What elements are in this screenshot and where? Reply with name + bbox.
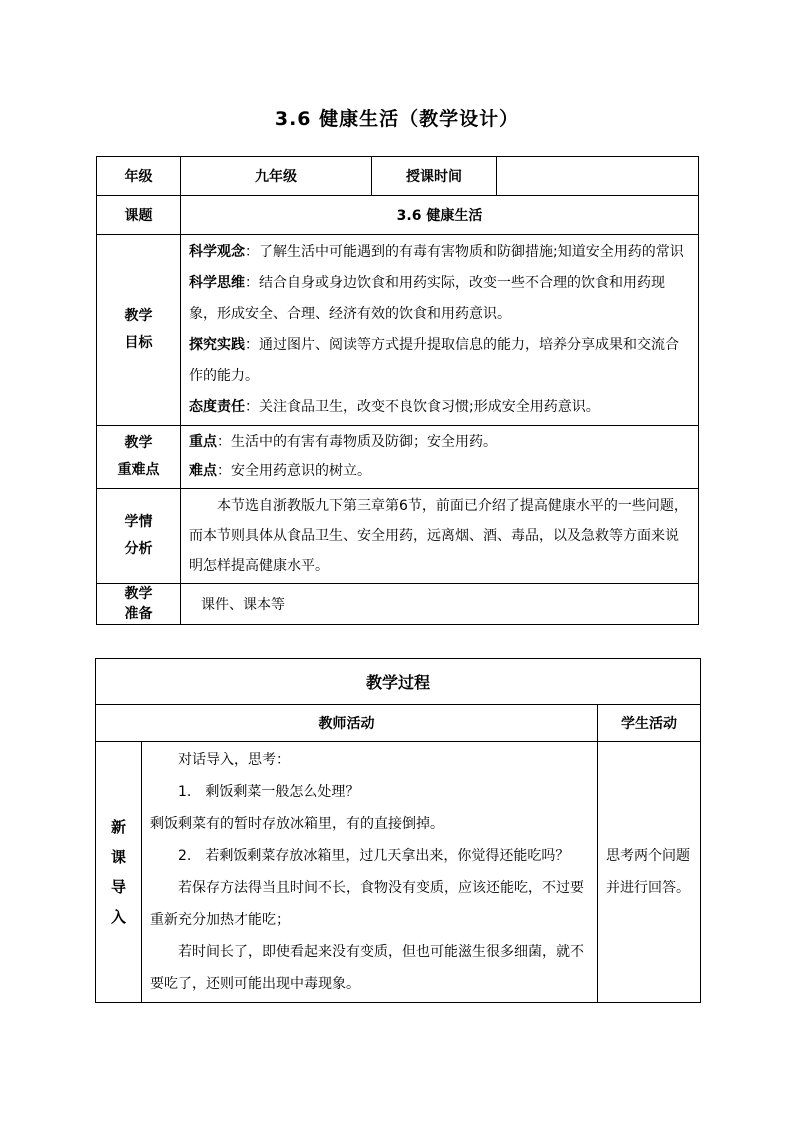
prep-content: 课件、课本等 bbox=[181, 584, 699, 625]
goals-content bbox=[181, 235, 699, 426]
student-activity-content: 思考两个问题并进行回答。 bbox=[598, 742, 701, 1003]
analysis-content: 本节选自浙教版九下第三章第6节，前面已介绍了提高健康水平的一些问题，而本节则具体从食品卫生、安全用药，远离烟、酒、毒品，以及急救等方面来说明怎样提高健康水平。 bbox=[181, 489, 699, 584]
key-point-item: 难点：安全用药意识的树立。 bbox=[189, 463, 371, 479]
lesson-info-table bbox=[96, 156, 699, 625]
teacher-line: 对话导入，思考： bbox=[178, 752, 290, 768]
teacher-line: 若保存方法得当且时间不长，食物没有变质，应该还能吃，不过要重新充分加热才能吃； bbox=[150, 880, 584, 928]
goal-item: 态度责任：关注食品卫生，改变不良饮食习惯;形成安全用药意识。 bbox=[189, 399, 600, 415]
key-points-label: 教学 重难点 bbox=[97, 426, 181, 489]
topic-label: 课题 bbox=[97, 196, 181, 235]
key-point-item: 重点：生活中的有害有毒物质及防御；安全用药。 bbox=[189, 434, 497, 450]
grade-label: 年级 bbox=[97, 157, 181, 196]
analysis-label: 学情 分析 bbox=[97, 489, 181, 584]
teacher-line: 2. 若剩饭剩菜存放冰箱里，过几天拿出来，你觉得还能吃吗？ bbox=[178, 848, 570, 864]
section-label-intro: 新 课 导 入 bbox=[96, 742, 142, 1003]
topic-value: 3.6 健康生活 bbox=[181, 196, 699, 235]
time-label: 授课时间 bbox=[372, 157, 497, 196]
time-value bbox=[497, 157, 699, 196]
teacher-activity-header: 教师活动 bbox=[96, 705, 598, 742]
process-title: 教学过程 bbox=[96, 659, 701, 705]
goal-item: 科学观念：了解生活中可能遇到的有毒有害物质和防御措施;知道安全用药的常识 bbox=[189, 244, 684, 260]
teacher-line: 1. 剩饭剩菜一般怎么处理？ bbox=[178, 784, 360, 800]
grade-value: 九年级 bbox=[181, 157, 372, 196]
student-activity-header: 学生活动 bbox=[598, 705, 701, 742]
key-points-content bbox=[181, 426, 699, 489]
teaching-process-table bbox=[95, 658, 701, 1003]
teacher-line: 若时间长了，即使看起来没有变质，但也可能滋生很多细菌，就不要吃了，还则可能出现中毒现象。 bbox=[150, 944, 584, 992]
goal-item: 科学思维：结合自身或身边饮食和用药实际，改变一些不合理的饮食和用药现象，形成安全、合理、经济有效的饮食和用药意识。 bbox=[189, 275, 665, 322]
goals-label: 教学 目标 bbox=[97, 235, 181, 426]
teacher-line: 剩饭剩菜有的暂时存放冰箱里，有的直接倒掉。 bbox=[150, 816, 444, 832]
prep-label: 教学 准备 bbox=[97, 584, 181, 625]
page-title: 3.6 健康生活（教学设计） bbox=[274, 108, 520, 130]
goal-item: 探究实践：通过图片、阅读等方式提升提取信息的能力，培养分享成果和交流合作的能力。 bbox=[189, 337, 679, 384]
teacher-activity-content bbox=[142, 742, 598, 1003]
